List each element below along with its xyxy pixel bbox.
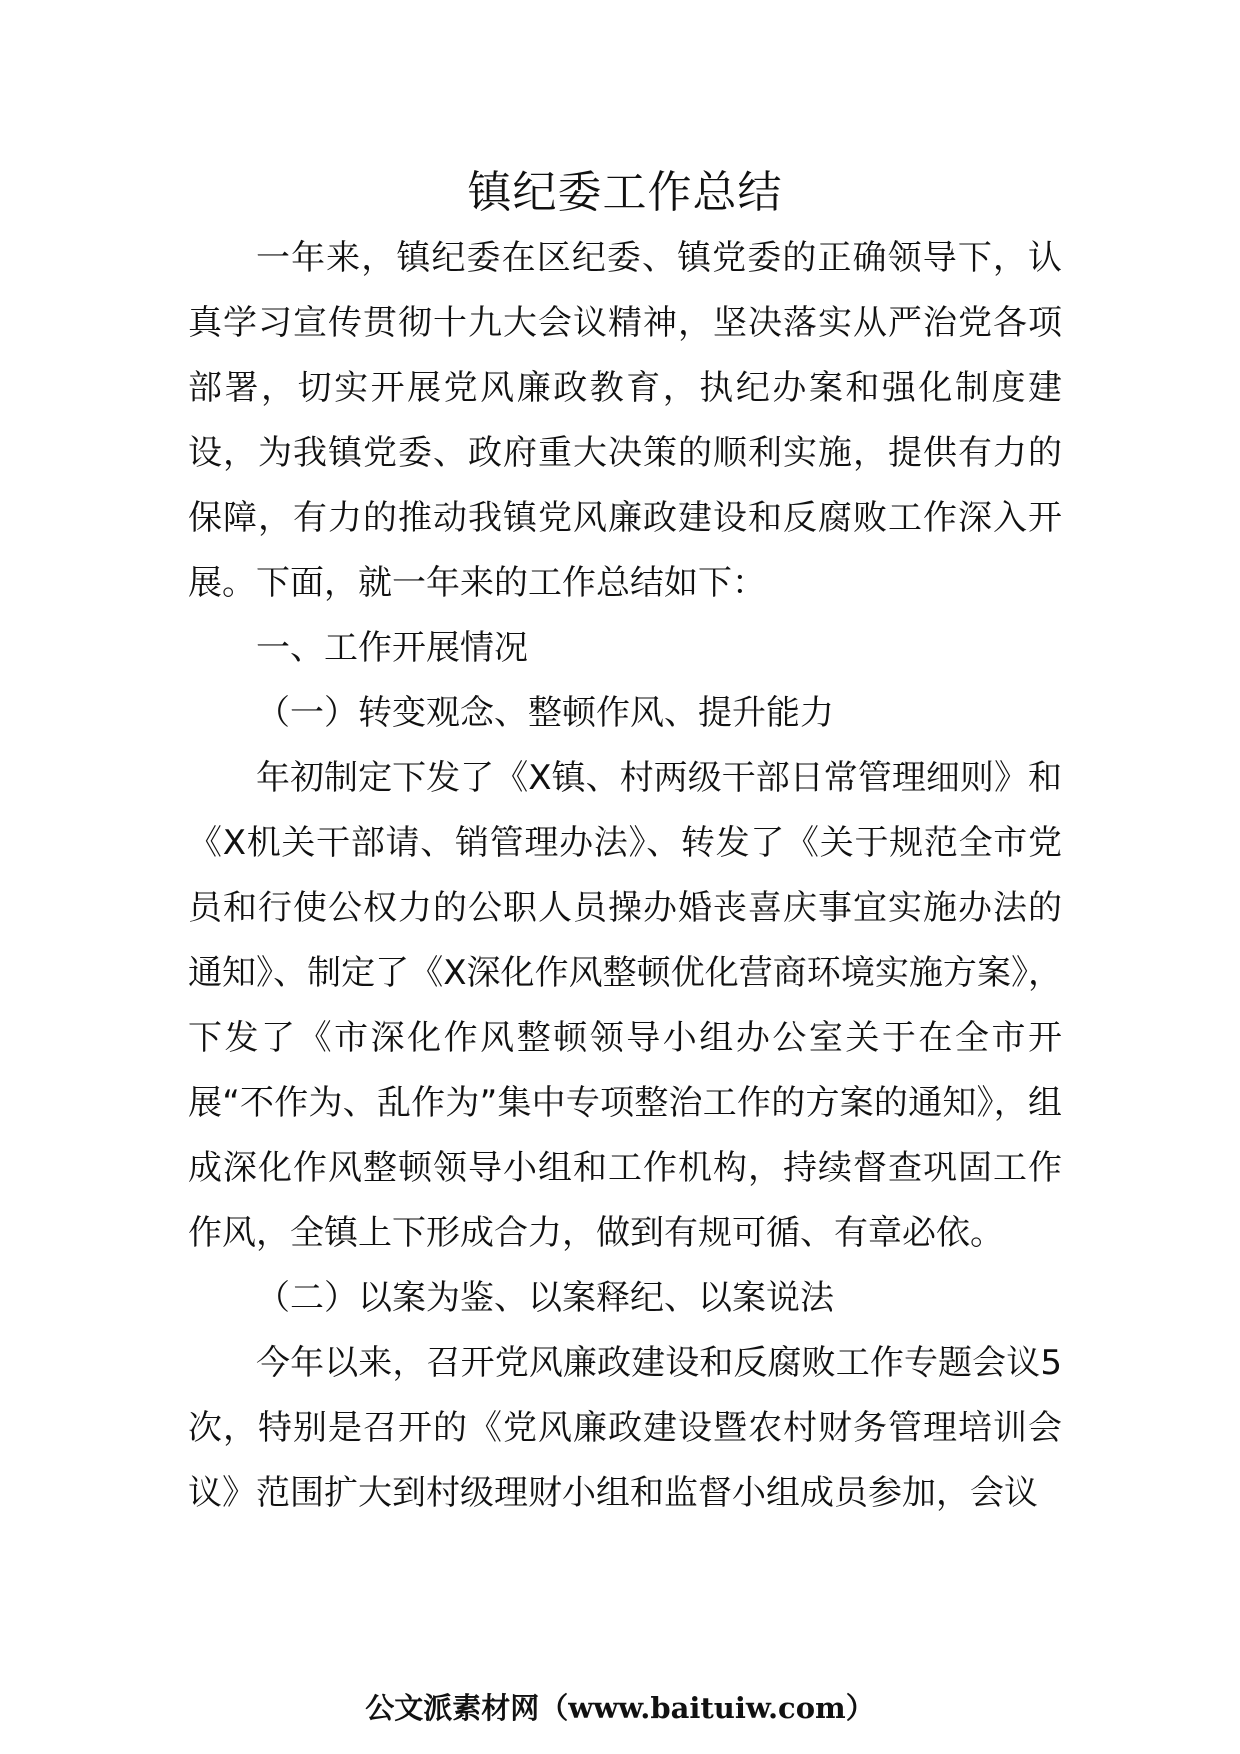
section-heading: 一、工作开展情况 [256,628,528,668]
intro-paragraph: 一年来，镇纪委在区纪委、镇党委的正确领导下，认真学习宣传贯彻十九大会议精神，坚决落实从严治党各项部署，切实开展党风廉政教育，执纪办案和强化制度建设，为我镇党委、政府重大决策的顺利实施，提供有力的保障，有力的推动我镇党风廉政建设和反腐败工作深入开展。下面，就一年来的工作总结如下： [188,238,1062,603]
body-paragraph-1: 年初制定下发了《X镇、村两级干部日常管理细则》和《X机关干部请、销管理办法》、转发了《关于规范全市党员和行使公权力的公职人员操办婚丧喜庆事宜实施办法的通知》、制定了《X深化作风整顿优化营商环境实施方案》，下发了《市深化作风整顿领导小组办公室关于在全市开展“不作为、乱作为”集中专项整治工作的方案的通知》，组成深化作风整顿领导小组和工作机构，持续督查巩固工作作风，全镇上下形成合力，做到有规可循、有章必依。 [188,758,1062,1253]
body-paragraph-2: 今年以来，召开党风廉政建设和反腐败工作专题会议5次，特别是召开的《党风廉政建设暨农村财务管理培训会议》范围扩大到村级理财小组和监督小组成员参加，会议 [188,1343,1062,1513]
subsection-heading-1: （一）转变观念、整顿作风、提升能力 [256,693,834,733]
footer-watermark: 公文派素材网（www.baituiw.com） [365,1691,875,1725]
document-title: 镇纪委工作总结 [467,167,783,218]
document-body [188,160,1062,1526]
subsection-heading-2: （二）以案为鉴、以案释纪、以案说法 [256,1278,834,1318]
